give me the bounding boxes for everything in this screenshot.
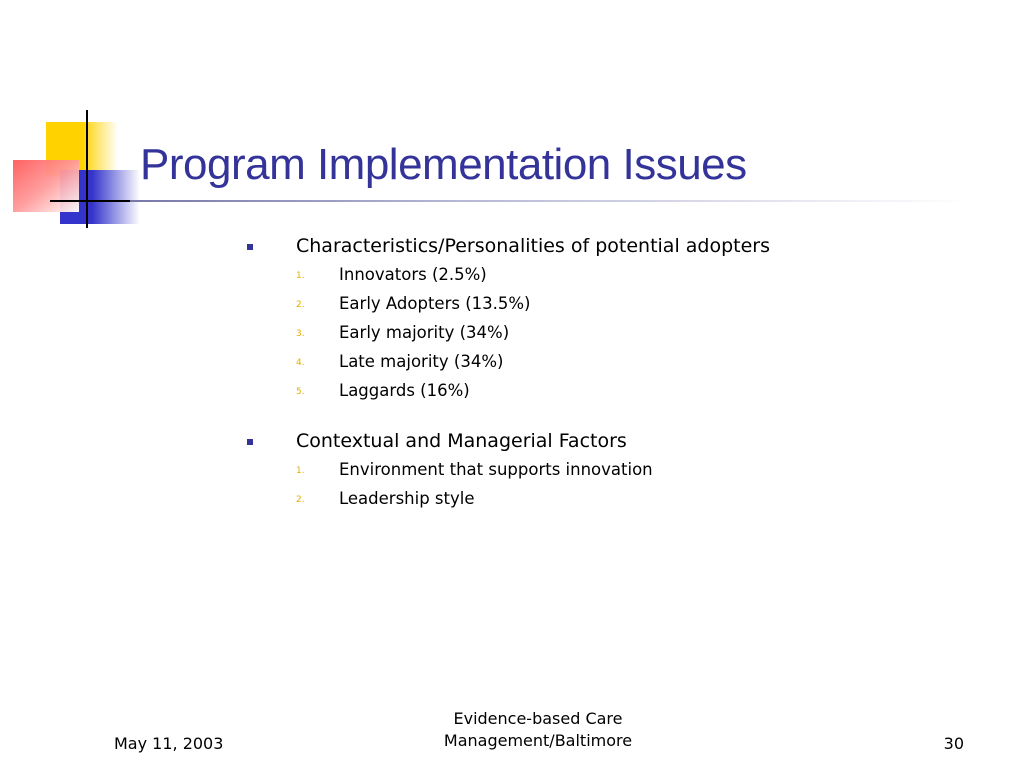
list-item xyxy=(240,347,980,376)
list-item xyxy=(240,318,980,347)
footer-title-line: Management/Baltimore xyxy=(443,731,633,750)
footer-title-line: Evidence-based Care xyxy=(453,709,623,728)
page-number: 30 xyxy=(943,734,964,753)
list-item xyxy=(240,376,980,405)
slide-title: Program Implementation Issues xyxy=(140,140,747,189)
footer-date: May 11, 2003 xyxy=(114,734,224,753)
slide-logo-decoration xyxy=(0,0,140,240)
list-item xyxy=(240,260,980,289)
logo-red-square xyxy=(13,160,79,212)
slide-content xyxy=(240,232,980,513)
logo-vertical-line xyxy=(86,110,88,228)
list-item-text: Late majority (34%) xyxy=(339,352,504,371)
slide-footer xyxy=(0,706,1024,762)
bullet-adopters xyxy=(240,232,980,260)
title-underline xyxy=(130,200,970,202)
bullet-text: Contextual and Managerial Factors xyxy=(296,430,627,452)
list-number: 2. xyxy=(296,300,305,310)
list-number: 3. xyxy=(296,329,305,339)
list-item-text: Early majority (34%) xyxy=(339,323,510,342)
list-item-text: Environment that supports innovation xyxy=(339,460,653,479)
adopter-list xyxy=(240,260,980,405)
list-number: 2. xyxy=(296,495,305,505)
list-item-text: Leadership style xyxy=(339,489,475,508)
bullet-square-icon xyxy=(247,244,253,250)
logo-horizontal-line xyxy=(50,200,130,202)
bullet-text: Characteristics/Personalities of potential adopters xyxy=(296,235,771,257)
list-item xyxy=(240,289,980,318)
list-number: 1. xyxy=(296,271,305,281)
list-number: 5. xyxy=(296,387,305,397)
bullet-square-icon xyxy=(247,439,253,445)
bullet-factors xyxy=(240,427,980,455)
factor-list xyxy=(240,455,980,513)
list-item-text: Early Adopters (13.5%) xyxy=(339,294,531,313)
list-item-text: Innovators (2.5%) xyxy=(339,265,487,284)
list-item xyxy=(240,455,980,484)
footer-title xyxy=(380,708,696,752)
list-item-text: Laggards (16%) xyxy=(339,381,470,400)
list-number: 4. xyxy=(296,358,305,368)
list-number: 1. xyxy=(296,466,305,476)
list-item xyxy=(240,484,980,513)
